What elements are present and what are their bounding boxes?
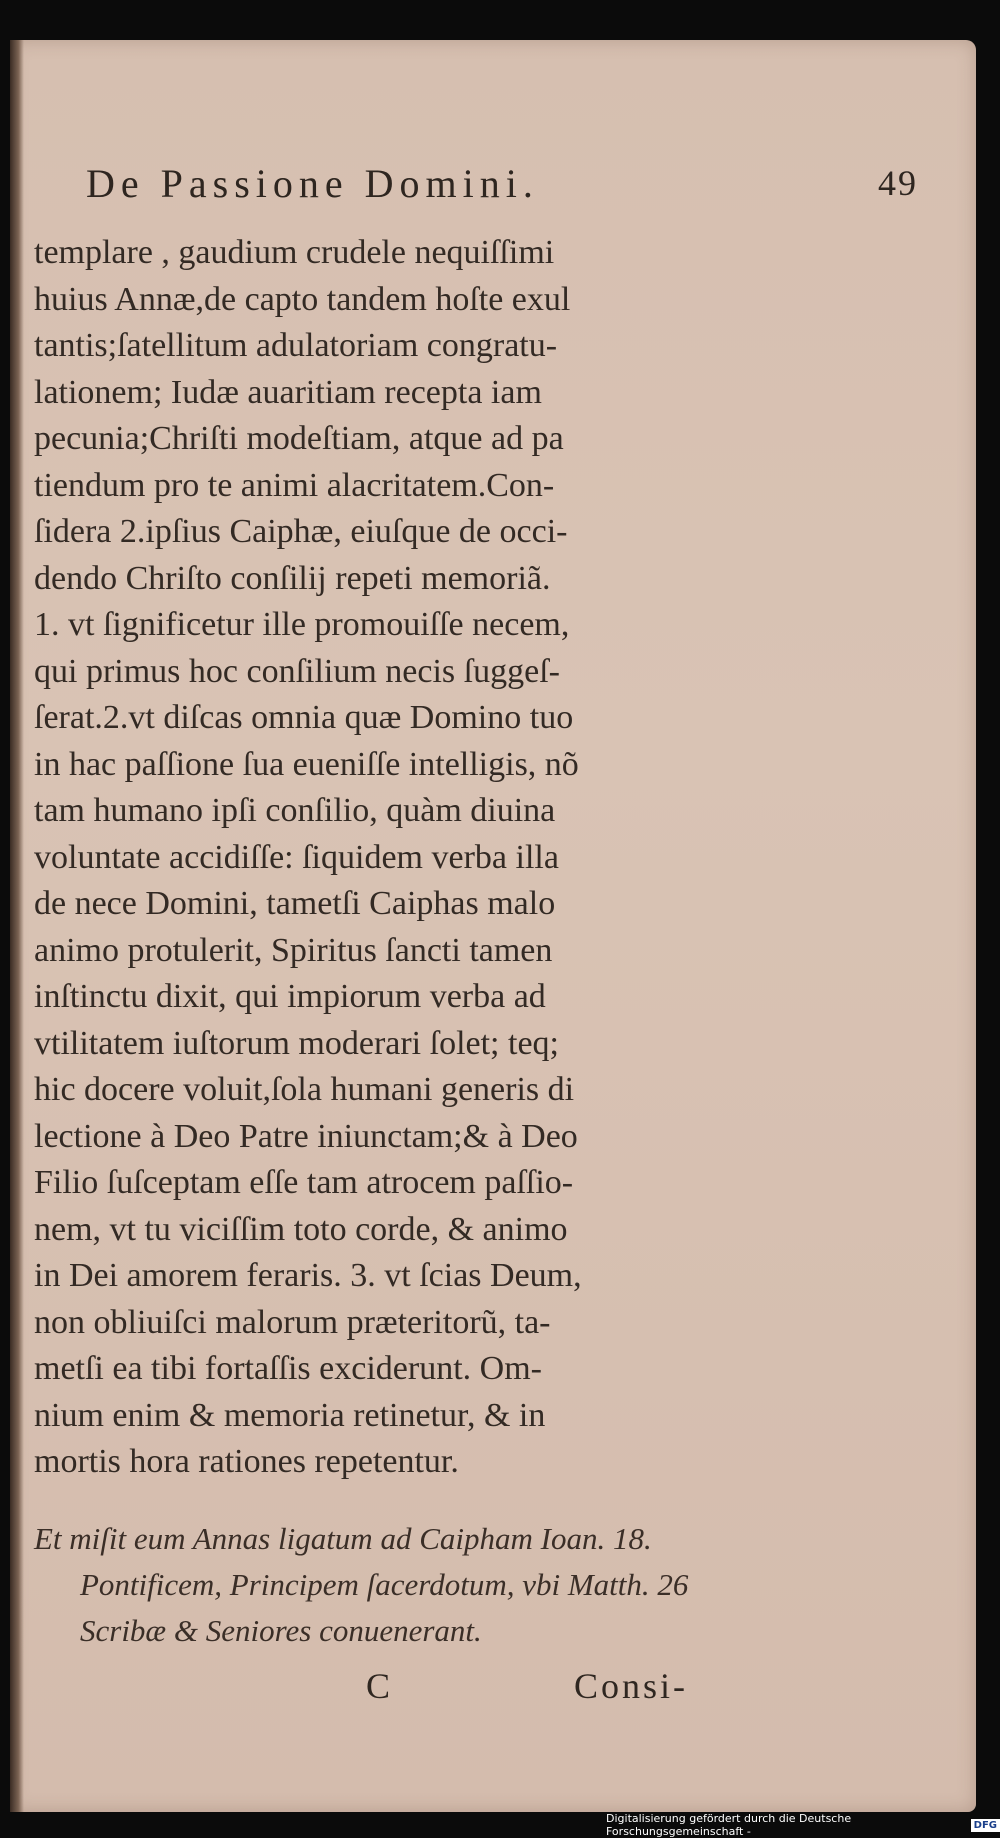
scripture-quotation (34, 1516, 934, 1654)
text-line: de nece Domini, tametſi Caiphas malo (34, 885, 556, 922)
text-line: voluntate accidiſſe: ſiquidem verba illa (34, 838, 559, 876)
text-line: pecunia;Chriſti modeſtiam, atque ad pa (34, 420, 564, 457)
text-line: vtilitatem iuſtorum moderari ſolet; teq; (34, 1024, 559, 1062)
text-line: qui primus hoc conſilium necis ſuggeſ- (34, 652, 560, 690)
text-line: hic docere voluit,ſola humani generis di (34, 1071, 575, 1108)
quote-line: Et miſit eum Annas ligatum ad Caipham Ioan. 18. (34, 1521, 652, 1556)
running-title: De Passione Domini. (86, 160, 539, 206)
text-line: dendo Chriſto conſilij repeti memoriã. (34, 559, 551, 597)
text-line: templare , gaudium crudele nequiſſimi (34, 234, 555, 271)
text-line: nem, vt tu viciſſim toto corde, & animo (34, 1210, 568, 1248)
quote-line: Scribæ & Seniores conuenerant. (80, 1613, 482, 1648)
catchword: Consi- (574, 1666, 689, 1706)
running-header (86, 148, 918, 218)
page-spine-shadow (10, 40, 24, 1812)
dfg-logo: DFG (971, 1819, 1000, 1832)
text-line: huius Annæ,de capto tandem hoſte exul (34, 280, 571, 318)
text-line: mortis hora rationes repetentur. (34, 1443, 459, 1480)
credit-text: Digitalisierung gefördert durch die Deutsche Forschungsgemeinschaft - (606, 1812, 852, 1838)
text-line: tiendum pro te animi alacritatem.Con- (34, 466, 555, 504)
text-line: inſtinctu dixit, qui impiorum verba ad (34, 978, 546, 1015)
signature-mark: C (366, 1666, 391, 1706)
text-line: Filio ſuſceptam eſſe tam atrocem paſſio- (34, 1164, 574, 1201)
text-line: in hac paſſione ſua eueniſſe intelligis, nõ (34, 745, 579, 783)
text-line: 1. vt ſignificetur ille promouiſſe necem, (34, 606, 570, 643)
text-line: non obliuiſci malorum præteritorũ, ta- (34, 1303, 551, 1341)
text-line: ſidera 2.ipſius Caiphæ, eiuſque de occi- (34, 513, 568, 550)
text-line: tam humano ipſi conſilio, quàm diuina (34, 792, 556, 829)
text-line: lectione à Deo Patre iniunctam;& à Deo (34, 1117, 578, 1155)
text-line: metſi ea tibi fortaſſis exciderunt. Om- (34, 1350, 542, 1387)
digitization-credit (606, 1812, 1000, 1838)
quote-line: Pontificem, Principem ſacerdotum, vbi Matth. 26 (80, 1567, 689, 1602)
page-number: 49 (878, 163, 918, 203)
main-text (34, 230, 734, 1486)
text-line: animo protulerit, Spiritus ſancti tamen (34, 931, 553, 969)
text-line: tantis;ſatellitum adulatoriam congratu- (34, 327, 558, 364)
text-line: ſerat.2.vt diſcas omnia quæ Domino tuo (34, 699, 574, 736)
text-line: nium enim & memoria retinetur, & in (34, 1396, 546, 1434)
book-page (10, 40, 976, 1812)
text-line: lationem; Iudæ auaritiam recepta iam (34, 373, 542, 411)
text-line: in Dei amorem feraris. 3. vt ſcias Deum, (34, 1257, 582, 1294)
